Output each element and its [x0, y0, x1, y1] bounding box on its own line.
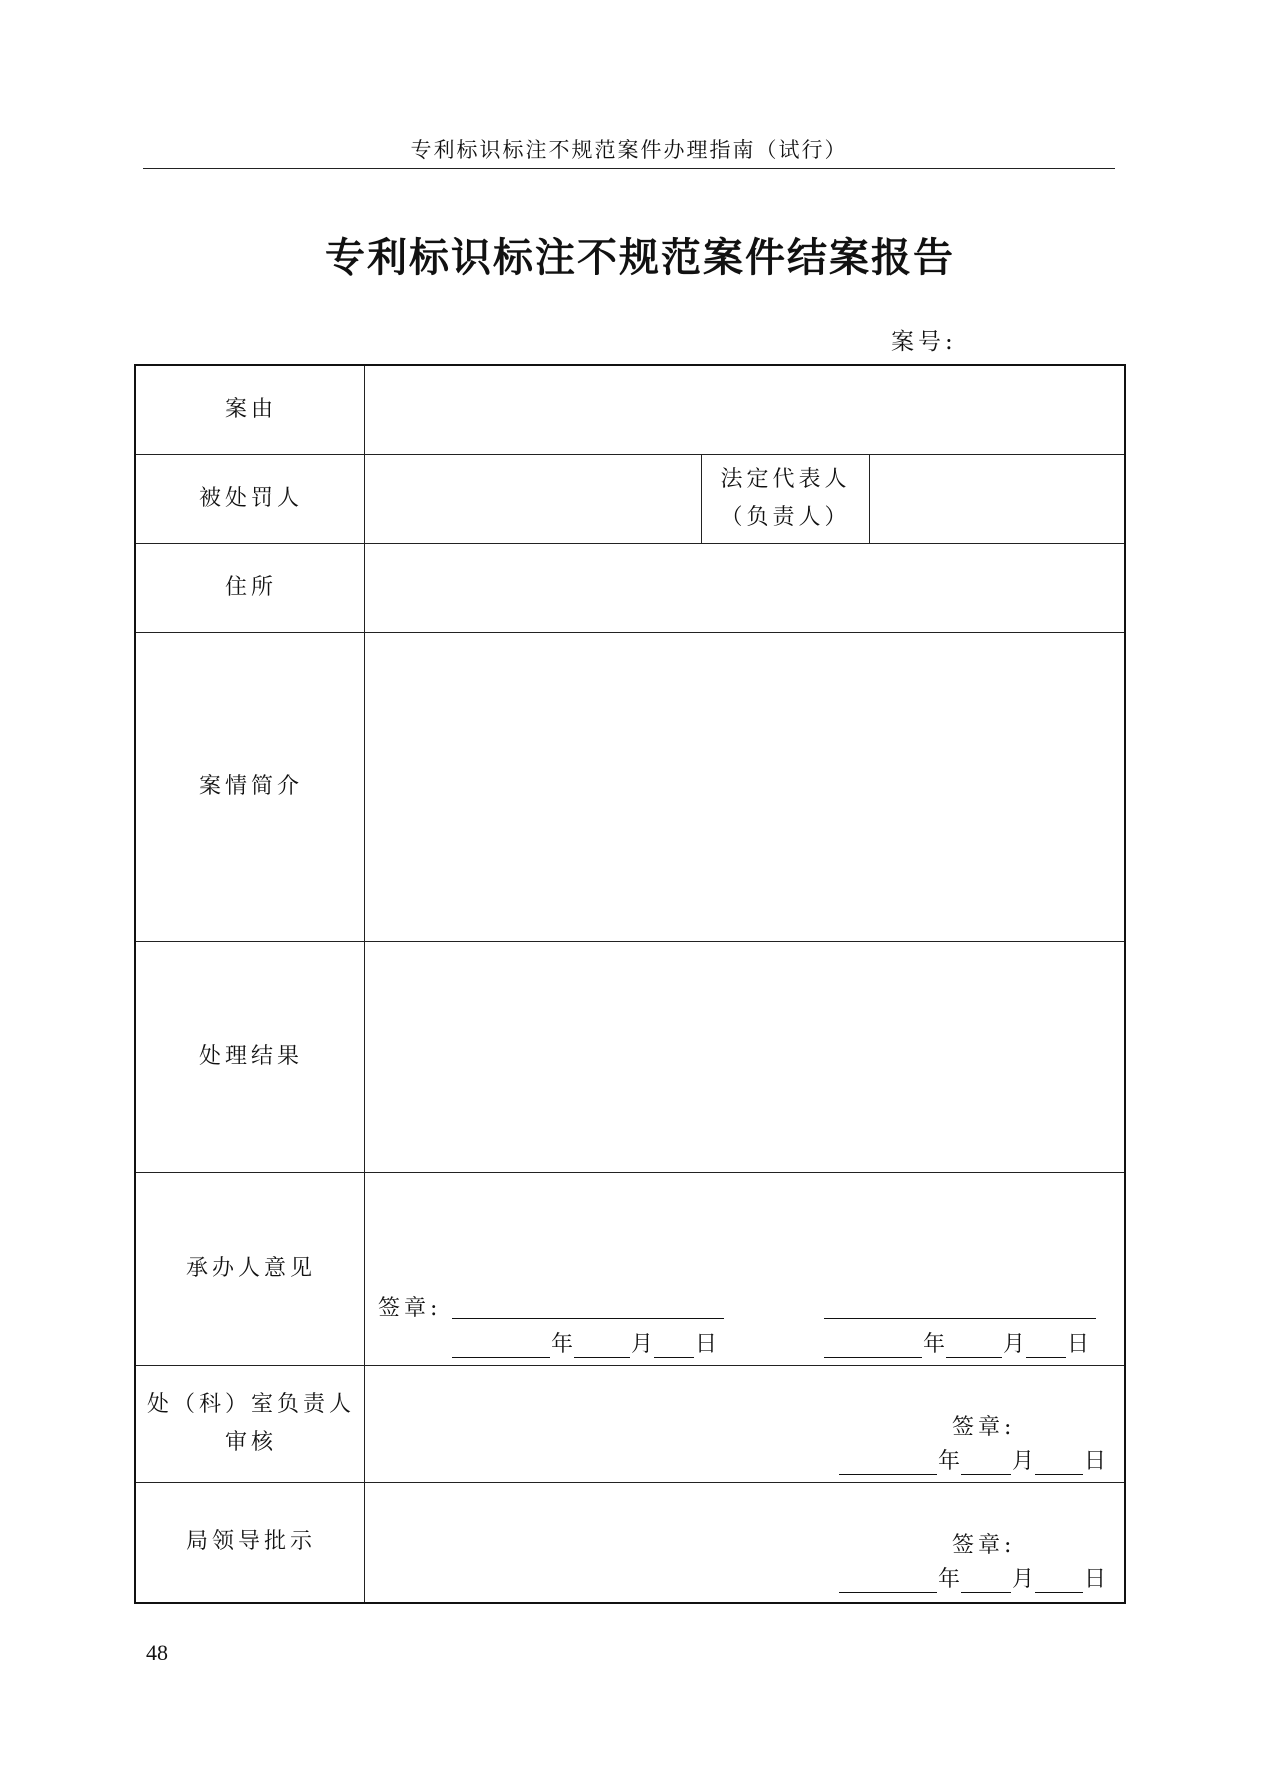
header-rule [143, 168, 1115, 169]
year-unit: 年 [938, 1567, 961, 1592]
day-blank[interactable] [1035, 1568, 1083, 1593]
year-blank[interactable] [839, 1568, 937, 1593]
penalized-party-field[interactable] [366, 456, 699, 541]
handling-result-field[interactable] [366, 943, 1124, 1170]
day-blank[interactable] [1035, 1450, 1083, 1475]
closing-report-form [134, 364, 1126, 1604]
case-cause-field[interactable] [366, 368, 1124, 452]
handling-result-label: 处理结果 [198, 1043, 303, 1069]
department-review-line1: 处（科）室负责人 [146, 1391, 355, 1417]
handler-date-2[interactable] [824, 1327, 1090, 1358]
bureau-approval-date[interactable] [839, 1562, 1107, 1593]
legal-representative-label [702, 454, 869, 543]
handler-seal-label: 签章: [378, 1296, 442, 1321]
month-blank[interactable] [574, 1333, 630, 1358]
legal-representative-line2: （负责人） [720, 504, 851, 530]
running-header: 专利标识标注不规范案件办理指南（试行） [410, 138, 848, 162]
month-unit: 月 [1012, 1567, 1035, 1592]
page-number: 48 [146, 1640, 168, 1665]
year-unit: 年 [551, 1332, 574, 1357]
case-summary-label: 案情简介 [198, 773, 303, 799]
bureau-seal-label: 签章: [952, 1533, 1016, 1558]
handler-signature-line-2[interactable] [824, 1318, 1096, 1319]
department-review-date[interactable] [839, 1444, 1107, 1475]
cell-divider [869, 454, 870, 543]
day-unit: 日 [1084, 1567, 1107, 1592]
year-blank[interactable] [839, 1450, 937, 1475]
bureau-approval-label: 局领导批示 [185, 1529, 316, 1554]
address-label: 住所 [224, 574, 277, 600]
case-number-label: 案号: [891, 329, 957, 355]
handler-opinion-field[interactable] [366, 1174, 1124, 1274]
department-seal-label: 签章: [952, 1415, 1016, 1440]
address-field[interactable] [366, 545, 1124, 630]
handler-opinion-label: 承办人意见 [185, 1255, 316, 1281]
month-unit: 月 [1003, 1332, 1026, 1357]
month-blank[interactable] [961, 1450, 1011, 1475]
department-review-field[interactable] [366, 1367, 1124, 1407]
year-unit: 年 [938, 1449, 961, 1474]
month-unit: 月 [1012, 1449, 1035, 1474]
handler-date-1[interactable] [452, 1327, 718, 1358]
month-unit: 月 [631, 1332, 654, 1357]
year-unit: 年 [923, 1332, 946, 1357]
day-unit: 日 [695, 1332, 718, 1357]
day-blank[interactable] [654, 1333, 694, 1358]
day-unit: 日 [1067, 1332, 1090, 1357]
year-blank[interactable] [452, 1333, 550, 1358]
department-review-label [136, 1365, 366, 1482]
month-blank[interactable] [946, 1333, 1002, 1358]
document-title: 专利标识标注不规范案件结案报告 [325, 235, 955, 281]
legal-representative-line1: 法定代表人 [720, 466, 851, 492]
case-summary-field[interactable] [366, 634, 1124, 939]
department-review-line2: 审核 [224, 1429, 277, 1455]
bureau-approval-field[interactable] [366, 1484, 1124, 1524]
month-blank[interactable] [961, 1568, 1011, 1593]
penalized-party-label: 被处罚人 [198, 485, 303, 511]
case-cause-label: 案由 [224, 397, 277, 422]
handler-signature-line-1[interactable] [452, 1318, 724, 1319]
day-unit: 日 [1084, 1449, 1107, 1474]
legal-representative-field[interactable] [871, 456, 1124, 541]
day-blank[interactable] [1026, 1333, 1066, 1358]
year-blank[interactable] [824, 1333, 922, 1358]
